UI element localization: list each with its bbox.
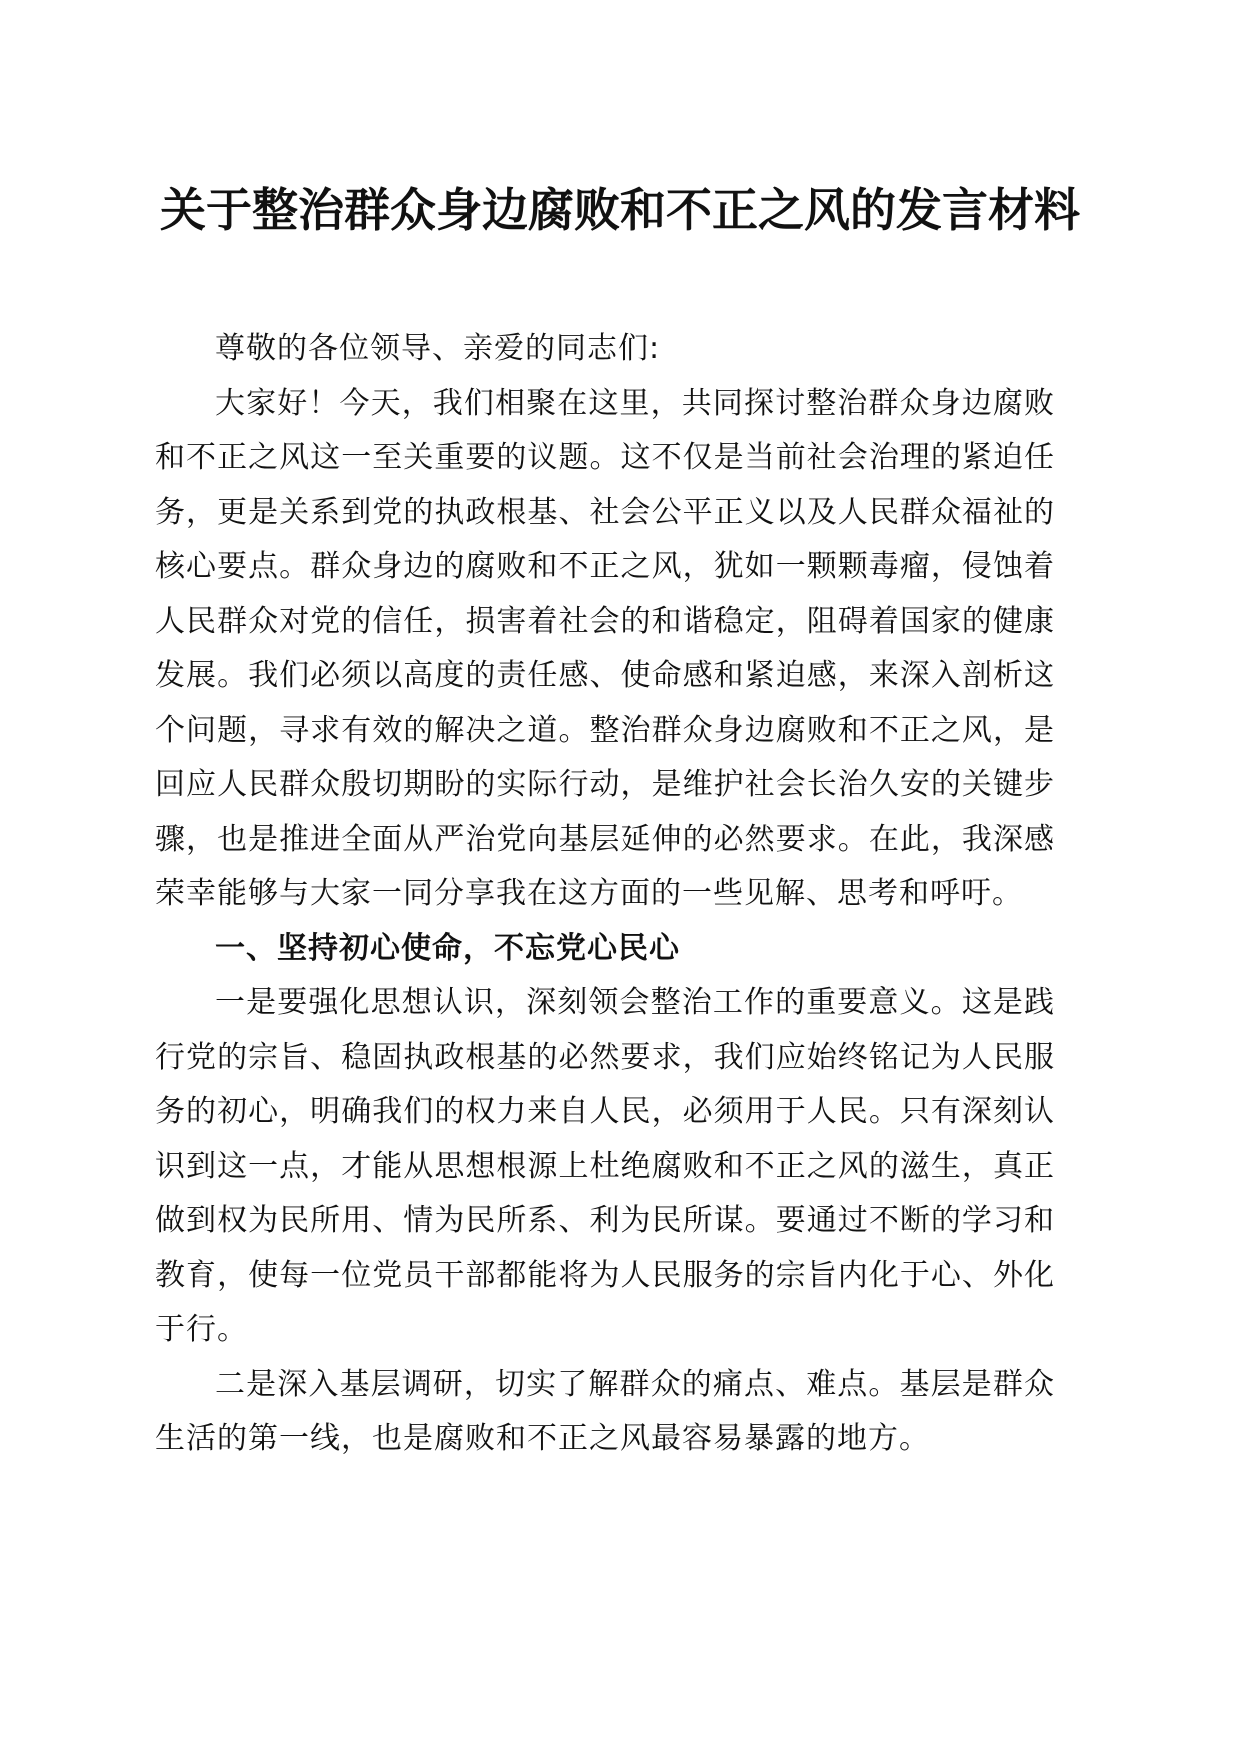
salutation: 尊敬的各位领导、亲爱的同志们: [215,331,661,366]
section-heading-1: 一、坚持初心使命，不忘党心民心 [215,930,680,966]
section1-paragraph-1: 一是要强化思想认识，深刻领会整治工作的重要意义。这是践行党的宗旨、稳固执政根基的必然要求，我们应始终铭记为人民服务的初心，明确我们的权力来自人民，必须用于人民。只有深刻认识到这一点，才能从思想根源上杜绝腐败和不正之风的滋生，真正做到权为民所用、情为民所系、利为民所谋。要通过不断的学习和教育，使每一位党员干部都能将为人民服务的宗旨内化于心、外化于行。 [155,985,1055,1347]
document-title: 关于整治群众身边腐败和不正之风的发言材料 [160,183,1080,237]
opening-paragraph: 大家好！今天，我们相聚在这里，共同探讨整治群众身边腐败和不正之风这一至关重要的议题。这不仅是当前社会治理的紧迫任务，更是关系到党的执政根基、社会公平正义以及人民群众福祉的核心要点。群众身边的腐败和不正之风，犹如一颗颗毒瘤，侵蚀着人民群众对党的信任，损害着社会的和谐稳定，阻碍着国家的健康发展。我们必须以高度的责任感、使命感和紧迫感，来深入剖析这个问题，寻求有效的解决之道。整治群众身边腐败和不正之风，是回应人民群众殷切期盼的实际行动，是维护社会长治久安的关键步骤，也是推进全面从严治党向基层延伸的必然要求。在此，我深感荣幸能够与大家一同分享我在这方面的一些见解、思考和呼吁。 [155,385,1055,911]
document-body [155,322,1055,1467]
section1-paragraph-2: 二是深入基层调研，切实了解群众的痛点、难点。基层是群众生活的第一线，也是腐败和不正之风最容易暴露的地方。 [155,1366,1055,1456]
